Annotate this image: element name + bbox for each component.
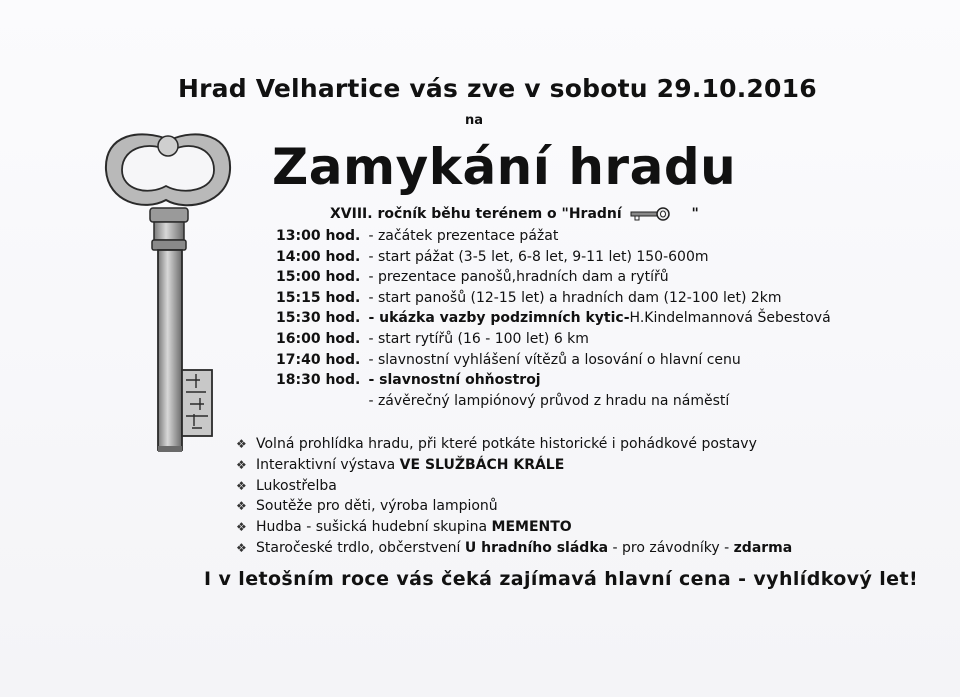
invite-line: Hrad Velhartice vás zve v sobotu 29.10.2016: [178, 74, 817, 103]
schedule-desc: - prezentace panošů,hradních dam a rytířů: [368, 269, 669, 286]
schedule-time: 14:00 hod.: [276, 248, 361, 265]
list-item: [236, 476, 792, 497]
schedule-row: [276, 329, 831, 350]
list-item-bold: MEMENTO: [491, 519, 572, 536]
bullet-diamond-icon: ❖: [236, 520, 247, 535]
schedule-row: [276, 267, 831, 288]
list-item: [236, 496, 792, 517]
list-item-text: Lukostřelba: [256, 477, 337, 494]
bullet-diamond-icon: ❖: [236, 499, 247, 514]
list-item-bold: U hradního sládka: [464, 539, 609, 556]
list-item: [236, 434, 792, 455]
schedule-row: [276, 288, 831, 309]
list-item-text: - pro závodníky -: [608, 539, 734, 556]
schedule-time: 18:30 hod.: [276, 372, 361, 389]
bullet-diamond-icon: ❖: [236, 437, 247, 451]
schedule-desc: - závěrečný lampiónový průvod z hradu na náměstí: [368, 392, 730, 409]
subtitle-text: XVIII. ročník běhu terénem o "Hradní: [330, 206, 622, 222]
schedule-desc: - start panošů (12-15 let) a hradních dam (12-100 let) 2km: [368, 289, 782, 306]
list-item-text: Staročeské trdlo, občerstvení: [256, 539, 465, 556]
schedule-time: 16:00 hod.: [276, 330, 361, 347]
schedule-desc: - začátek prezentace pážat: [368, 228, 559, 244]
event-title: Zamykání hradu: [272, 138, 737, 196]
bullet-diamond-icon: ❖: [236, 478, 247, 493]
list-item: [236, 455, 792, 476]
schedule-desc: - start pážat (3-5 let, 6-8 let, 9-11 let) 150-600m: [368, 248, 709, 265]
schedule-time: 13:00 hod.: [276, 228, 361, 244]
subtitle-quote: ": [691, 206, 699, 222]
schedule-time: 17:40 hod.: [276, 351, 361, 368]
list-item: [236, 517, 792, 538]
list-item-text: Soutěže pro děti, výroba lampionů: [256, 498, 498, 515]
schedule-row: [276, 391, 831, 412]
activities-list: [236, 434, 792, 559]
schedule-time: 15:30 hod.: [276, 310, 361, 327]
schedule-desc-bold: - ukázka vazby podzimních kytic-: [368, 310, 630, 327]
schedule-list: [276, 226, 831, 411]
schedule-row: [276, 226, 831, 247]
schedule-row: [276, 370, 831, 391]
closing-line: I v letošním roce vás čeká zajímavá hlavní cena - vyhlídkový let!: [204, 568, 919, 590]
list-item-text: Hudba - sušická hudební skupina: [256, 519, 492, 536]
small-key-icon: [629, 206, 671, 222]
schedule-desc: H.Kindelmannová Šebestová: [629, 310, 831, 327]
list-item: [236, 538, 792, 559]
schedule-row: [276, 308, 831, 329]
schedule-desc: - slavnostní ohňostroj: [368, 372, 541, 389]
schedule-time: 15:15 hod.: [276, 289, 361, 306]
list-item-text: Interaktivní výstava: [256, 456, 400, 473]
bullet-diamond-icon: ❖: [236, 540, 247, 555]
list-item-bold: VE SLUŽBÁCH KRÁLE: [399, 456, 565, 473]
na-word: na: [465, 113, 484, 128]
schedule-row: [276, 350, 831, 371]
list-item-bold: zdarma: [733, 539, 793, 556]
list-item-text: Volná prohlídka hradu, při které potkáte historické i pohádkové postavy: [256, 436, 757, 452]
schedule-desc: - slavnostní vyhlášení vítězů a losování o hlavní cenu: [368, 351, 741, 368]
schedule-desc: - start rytířů (16 - 100 let) 6 km: [368, 330, 589, 347]
key-icon: [100, 130, 240, 460]
schedule-time: 15:00 hod.: [276, 269, 361, 286]
schedule-row: [276, 247, 831, 268]
race-subtitle: [330, 206, 699, 222]
bullet-diamond-icon: ❖: [236, 457, 247, 472]
